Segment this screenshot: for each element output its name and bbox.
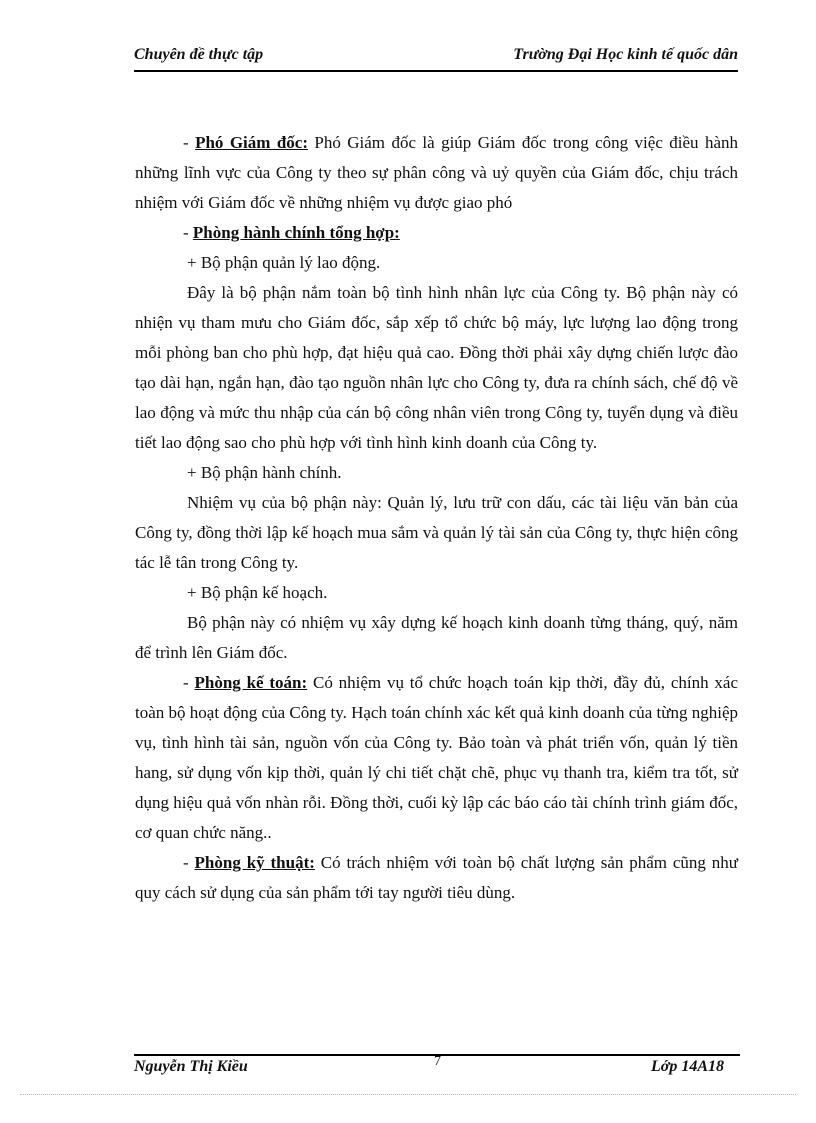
subsection-planning: + Bộ phận kế hoạch. [187,583,328,602]
paragraph-technical: - Phòng kỹ thuật: Có trách nhiệm với toàn bộ chất lượng sản phẩm cũng như quy cách sử dụng của sản phẩm tới tay người tiêu dùng. [135,853,738,902]
paragraph-text: Có nhiệm vụ tổ chức hoạch toán kịp thời, đầy đủ, chính xác toàn bộ hoạt động của Công ty. Hạch toán chính xác kết quả kinh doanh của từng nghiệp vụ, tình hình tài sản, nguồn vốn của Công ty. Bảo toàn và phát triển vốn, quản lý tiền hang, sử dụng vốn kịp thời, quản lý chi tiết chặt chẽ, phục vụ thanh tra, kiểm tra tốt, sử dụng hiệu quả vốn nhàn rỗi. Đồng thời, cuối kỳ lập các báo cáo tài chính trình giám đốc, cơ quan chức năng.. [135,673,738,842]
paragraph-accounting: - Phòng kế toán: Có nhiệm vụ tổ chức hoạch toán kịp thời, đầy đủ, chính xác toàn bộ hoạt động của Công ty. Hạch toán chính xác kết quả kinh doanh của từng nghiệp vụ, tình hình tài sản, nguồn vốn của Công ty. Bảo toàn và phát triển vốn, quản lý tiền hang, sử dụng vốn kịp thời, quản lý chi tiết chặt chẽ, phục vụ thanh tra, kiểm tra tốt, sử dụng hiệu quả vốn nhàn rỗi. Đồng thời, cuối kỳ lập các báo cáo tài chính trình giám đốc, cơ quan chức năng.. [135,673,738,842]
section-label-deputy-director: Phó Giám đốc: [195,133,308,152]
page-footer [134,1054,740,1080]
footer-author: Nguyễn Thị Kiều [134,1058,248,1075]
paragraph-labor: Đây là bộ phận nắm toàn bộ tình hình nhân lực của Công ty. Bộ phận này có nhiện vụ tham mưu cho Giám đốc, sắp xếp tổ chức bộ máy, lực lượng lao động trong mỗi phòng ban cho phù hợp, đạt hiệu quả cao. Đồng thời phải xây dựng chiến lược đào tạo dài hạn, ngắn hạn, đào tạo nguồn nhân lực cho Công ty, đưa ra chính sách, chế độ về lao động và mức thu nhập của cán bộ công nhân viên trong Công ty, tuyển dụng và điều tiết lao động sao cho phù hợp với tình hình kinh doanh của Công ty. [135,283,738,452]
page-header [134,44,738,72]
subsection-admin: + Bộ phận hành chính. [187,463,342,482]
paragraph-deputy-director: - Phó Giám đốc: Phó Giám đốc là giúp Giám đốc trong công việc điều hành những lĩnh vực của Công ty theo sự phân công và uỷ quyền của Giám đốc, chịu trách nhiệm với Giám đốc về những nhiệm vụ được giao phó [135,133,738,212]
footer-class: Lớp 14A18 [650,1058,724,1075]
paragraph-admin-dept: - Phòng hành chính tổng hợp: [183,223,400,242]
section-label-admin-dept: Phòng hành chính tổng hợp: [192,223,400,242]
page-number: 7 [434,1054,441,1069]
page-border-dotted [20,1094,796,1095]
subsection-labor: + Bộ phận quản lý lao động. [187,253,381,272]
section-label-technical: Phòng kỹ thuật: [194,853,315,872]
paragraph-text: Phó Giám đốc là giúp Giám đốc trong công việc điều hành những lĩnh vực của Công ty theo sự phân công và uỷ quyền của Giám đốc, chịu trách nhiệm với Giám đốc về những nhiệm vụ được giao phó [135,133,738,212]
section-label-accounting: Phòng kế toán: [194,673,308,692]
paragraph-planning: Bộ phận này có nhiệm vụ xây dựng kế hoạch kinh doanh từng tháng, quý, năm để trình lên Giám đốc. [135,613,738,662]
header-school: Trường Đại Học kinh tế quốc dân [513,46,738,63]
paragraph-admin: Nhiệm vụ của bộ phận này: Quản lý, lưu trữ con dấu, các tài liệu văn bản của Công ty, đồng thời lập kế hoạch mua sắm và quản lý tài sản của Công ty, thực hiện công tác lễ tân trong Công ty. [135,493,738,572]
header-title: Chuyên đề thực tập [134,46,264,63]
paragraph-text: Có trách nhiệm với toàn bộ chất lượng sản phẩm cũng như quy cách sử dụng của sản phẩm tới tay người tiêu dùng. [135,853,738,902]
document-body [135,128,738,908]
